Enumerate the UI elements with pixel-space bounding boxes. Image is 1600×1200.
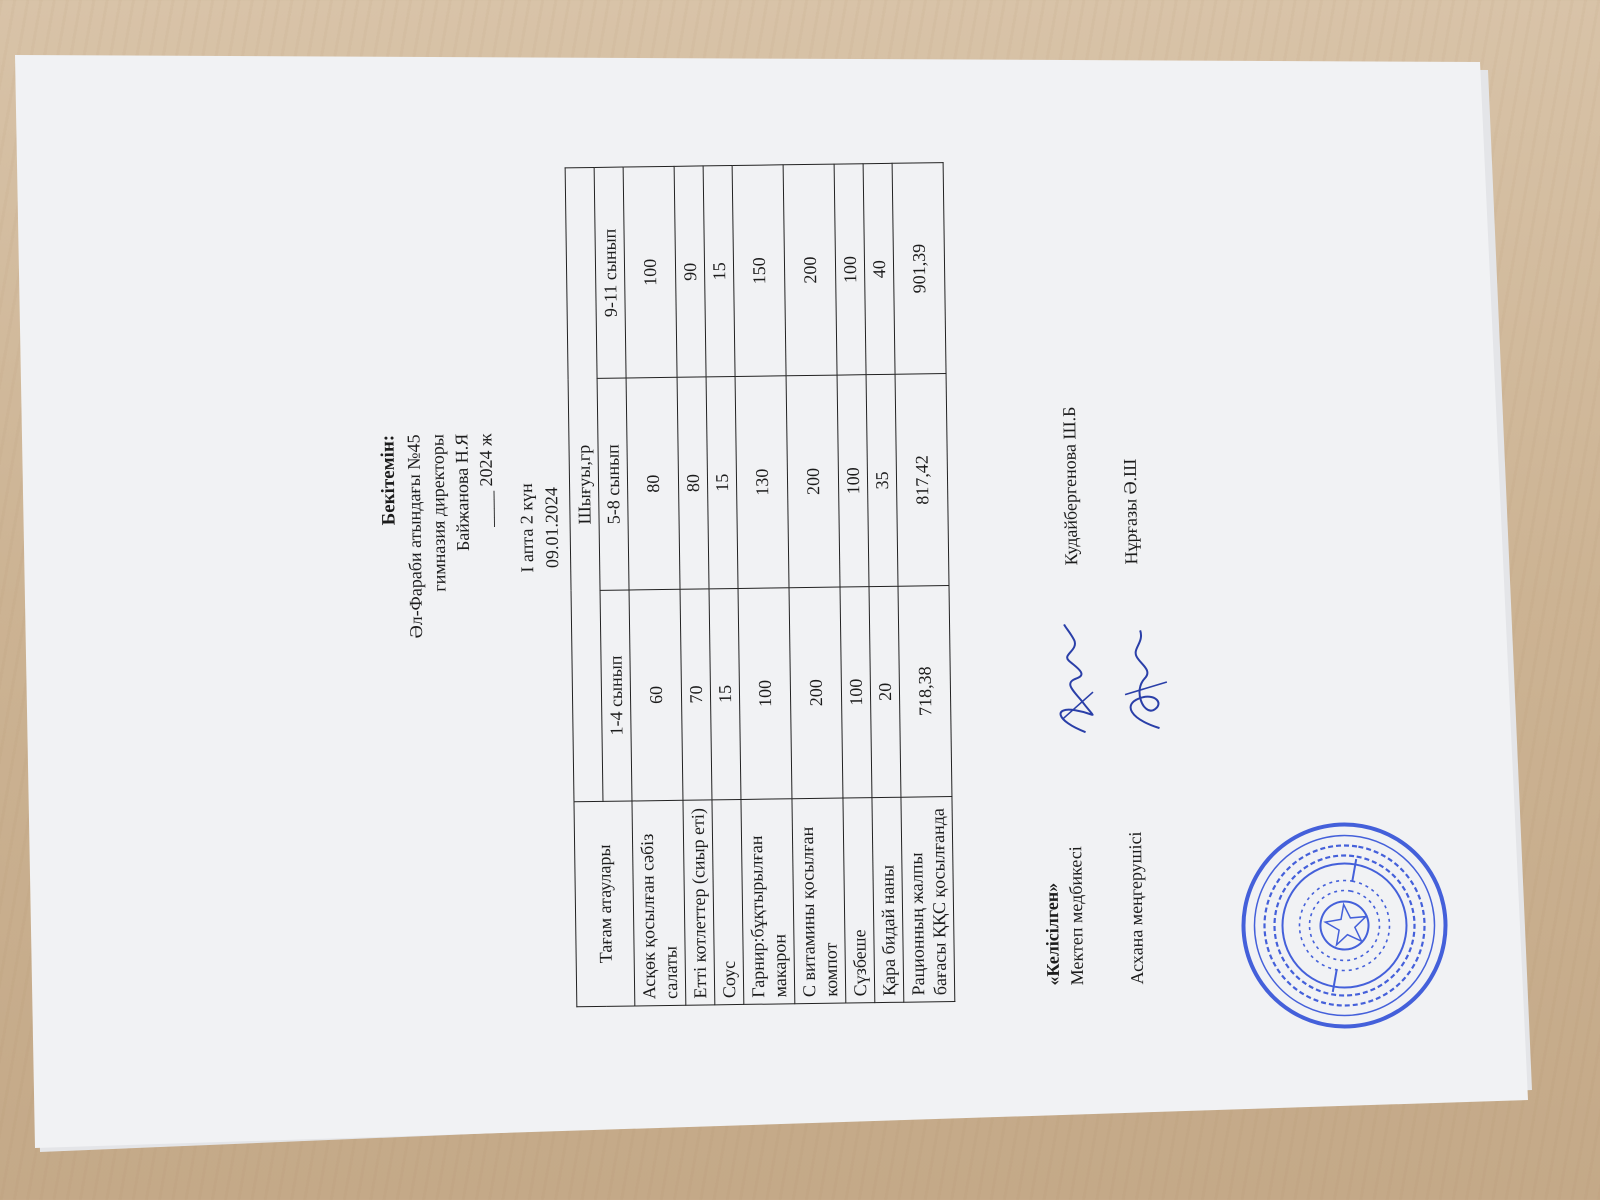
dish-name: Гарнир:бұқтырылған макарон	[741, 799, 795, 1005]
table-row	[892, 163, 955, 1003]
dish-header: Тағам атаулары	[574, 801, 635, 1007]
yield-9-11: 100	[834, 164, 866, 376]
yield-9-11: 90	[674, 166, 706, 378]
medic-role: Мектеп медбикесі	[1065, 846, 1088, 986]
round-seal-stamp	[1237, 818, 1452, 1033]
heading-date: 09.01.2024	[541, 486, 563, 569]
dish-name: Қара бидай наны	[872, 797, 904, 1002]
group-header-5-8: 5-8 сынып	[597, 378, 629, 590]
yield-1-4: 100	[738, 587, 792, 799]
yield-1-4: 70	[680, 589, 712, 801]
yield-1-4: 15	[709, 588, 741, 800]
yield-1-4: 718,38	[898, 585, 952, 797]
yield-9-11: 901,39	[892, 163, 946, 375]
yield-1-4: 60	[629, 589, 683, 801]
yield-5-8: 130	[735, 376, 789, 588]
yield-5-8: 200	[786, 375, 840, 587]
yield-9-11: 200	[783, 164, 837, 376]
approval-school-line2: гимназия директоры	[427, 434, 450, 592]
approval-school-line1: Әл-Фараби атындағы №45	[403, 434, 427, 639]
agreed-label: «Келісілген»	[1041, 882, 1064, 986]
medic-signature	[1044, 620, 1106, 741]
dish-name: Етті котлеттер (сиыр еті)	[683, 800, 715, 1005]
yield-5-8: 15	[706, 377, 738, 589]
yield-5-8: 80	[626, 378, 680, 590]
menu-table	[565, 162, 956, 1007]
yield-9-11: 150	[732, 165, 786, 377]
medic-name: Кудайбергенова Ш.Б	[1059, 406, 1082, 566]
approval-director: Байжанова Н.Я	[451, 433, 473, 552]
dish-name: Рационның жалпы бағасы ҚҚС қосылғанда	[901, 797, 955, 1003]
approval-date: ____ 2024 ж	[475, 433, 497, 528]
heading-week-day: І апта 2 күн	[516, 483, 538, 573]
canteen-name: Нұрғазы Ә.Ш	[1119, 458, 1142, 565]
approval-title: Бекітемін:	[377, 434, 400, 526]
yield-5-8: 817,42	[895, 374, 949, 586]
dish-name: Сүзбеше	[843, 798, 875, 1003]
canteen-signature	[1114, 624, 1176, 735]
yield-5-8: 35	[866, 375, 898, 587]
group-header-9-11: 9-11 сынып	[594, 167, 626, 379]
yield-1-4: 100	[840, 586, 872, 798]
yield-5-8: 100	[837, 375, 869, 587]
yield-9-11: 15	[703, 166, 735, 378]
approval-block	[373, 423, 502, 1055]
yield-9-11: 100	[623, 166, 677, 378]
canteen-role: Асхана меңгерушісі	[1124, 831, 1148, 985]
dish-name: С витамины қосылған компот	[792, 798, 846, 1004]
dish-name: Соус	[712, 799, 744, 1004]
yield-header: Шығуы,гр	[565, 167, 603, 801]
dish-name: Асқөк қосылған сәбіз салаты	[632, 800, 686, 1006]
yield-9-11: 40	[863, 163, 895, 375]
yield-5-8: 80	[677, 377, 709, 589]
group-header-1-4: 1-4 сынып	[600, 590, 632, 802]
yield-1-4: 200	[789, 587, 843, 799]
yield-1-4: 20	[869, 586, 901, 798]
